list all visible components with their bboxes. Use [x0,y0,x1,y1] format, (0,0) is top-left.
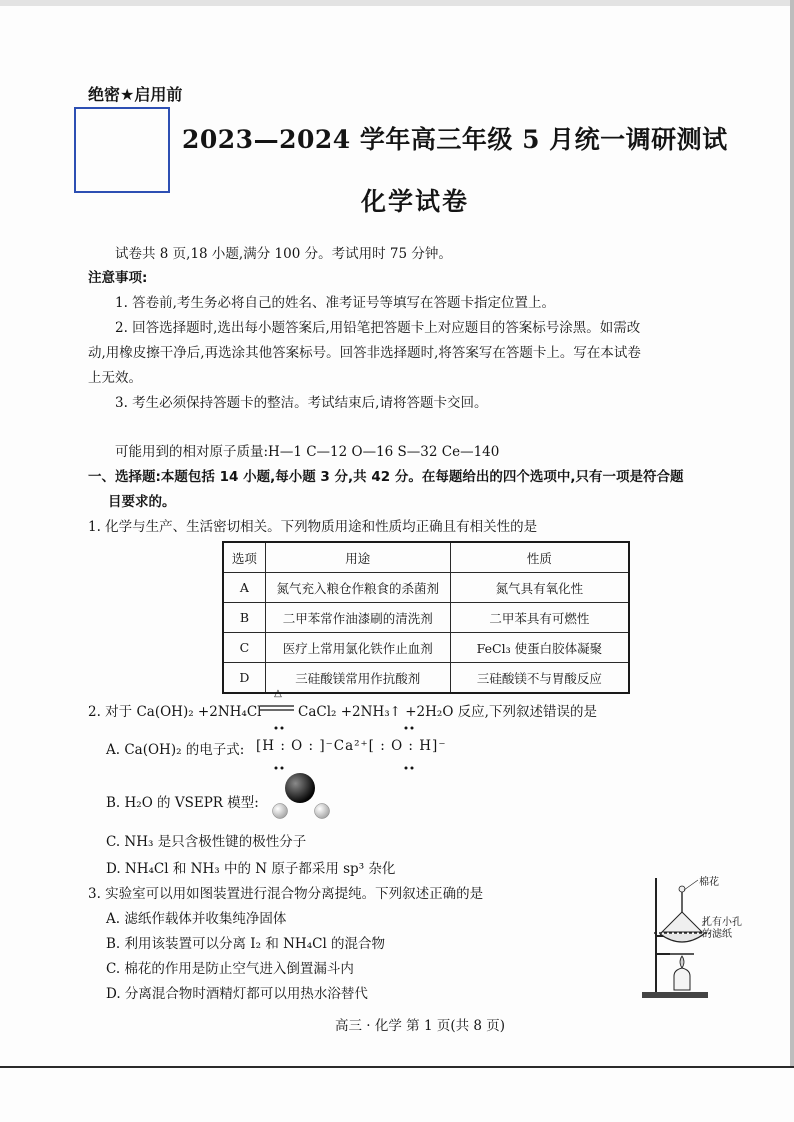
question-2-stem-part-1: 2. 对于 Ca(OH)₂ +2NH₄Cl [88,704,262,720]
note-2-line-3: 上无效。 [88,370,142,386]
table-cell: 氮气具有氧化性 [450,573,629,603]
note-2-line-1: 2. 回答选择题时,选出每小题答案后,用铅笔把答题卡上对应题目的答案标号涂黑。如需改 [115,320,641,336]
equals-reaction-sign [258,704,296,712]
heat-symbol: △ [274,688,282,699]
table-header-cell: 用途 [265,542,450,573]
table-cell: FeCl₃ 使蛋白胶体凝聚 [450,633,629,663]
question-2-stem-part-2: CaCl₂ +2NH₃↑ +2H₂O 反应,下列叙述错误的是 [298,704,597,720]
question-3-option-c: C. 棉花的作用是防止空气进入倒置漏斗内 [106,961,354,977]
table-cell: 医疗上常用氯化铁作止血剂 [265,633,450,663]
section-1-heading-line-1: 一、选择题:本题包括 14 小题,每小题 3 分,共 42 分。在每题给出的四个选项中,只有一项是符合题 [88,469,684,485]
photo-box [74,107,170,193]
note-2-line-2: 动,用橡皮擦干净后,再选涂其他答案标号。回答非选择题时,将答案写在答题卡上。写在本试卷 [88,345,641,361]
table-cell: B [223,603,265,633]
question-2-option-d: D. NH₄Cl 和 NH₃ 中的 N 原子都采用 sp³ 杂化 [106,861,396,877]
question-3-option-a: A. 滤纸作载体并收集纯净固体 [106,911,287,927]
table-row [223,603,629,633]
note-3: 3. 考生必须保持答题卡的整洁。考试结束后,请将答题卡交回。 [115,395,488,411]
table-row [223,633,629,663]
table-cell: A [223,573,265,603]
question-2-option-a-formula: [H : O : ]⁻Ca²⁺[ : O : H]⁻ [256,738,447,754]
section-1-heading-line-2: 目要求的。 [108,494,176,510]
secret-label: 绝密★启用前 [88,85,183,104]
question-3-option-b: B. 利用该装置可以分离 I₂ 和 NH₄Cl 的混合物 [106,936,386,952]
table-cell: 二甲苯具有可燃性 [450,603,629,633]
question-3-stem: 3. 实验室可以用如图装置进行混合物分离提纯。下列叙述正确的是 [88,886,484,902]
page-bottom-border [0,1066,794,1068]
table-cell: 氮气充入粮仓作粮食的杀菌剂 [265,573,450,603]
table-cell: D [223,663,265,694]
notes-heading: 注意事项: [88,270,148,286]
table-header-row [223,542,629,573]
exam-subtitle: 化学试卷 [361,187,470,216]
note-1: 1. 答卷前,考生务必将自己的姓名、准考证号等填写在答题卡指定位置上。 [115,295,555,311]
table-cell: 三硅酸镁不与胃酸反应 [450,663,629,694]
vsepr-model-icon [258,770,348,824]
scan-edge-right [790,0,794,1068]
figure-label-filter-line-2: 的滤纸 [702,929,732,940]
question-3-option-d: D. 分离混合物时酒精灯都可以用热水浴替代 [106,986,368,1002]
figure-label-cotton: 棉花 [699,877,719,888]
table-cell: 三硅酸镁常用作抗酸剂 [265,663,450,694]
question-1-table [222,541,630,694]
exam-title: 2023—2024 学年高三年级 5 月统一调研测试 [182,125,728,154]
exam-summary: 试卷共 8 页,18 小题,满分 100 分。考试用时 75 分钟。 [115,246,452,262]
figure-label-filter-line-1: 扎有小孔 [702,917,742,928]
table-cell: 二甲苯常作油漆刷的清洗剂 [265,603,450,633]
page-footer: 高三 · 化学 第 1 页(共 8 页) [335,1018,506,1034]
question-2-option-a-prefix: A. Ca(OH)₂ 的电子式: [106,742,245,758]
atomic-masses: 可能用到的相对原子质量:H—1 C—12 O—16 S—32 Ce—140 [115,444,500,460]
question-2-option-b: B. H₂O 的 VSEPR 模型: [106,795,259,811]
table-cell: C [223,633,265,663]
table-header-cell: 选项 [223,542,265,573]
electron-dots [256,724,476,772]
table-row [223,573,629,603]
scan-edge-top [0,0,794,6]
table-header-cell: 性质 [450,542,629,573]
question-2-option-c: C. NH₃ 是只含极性键的极性分子 [106,834,307,850]
question-1-stem: 1. 化学与生产、生活密切相关。下列物质用途和性质均正确且有相关性的是 [88,519,538,535]
